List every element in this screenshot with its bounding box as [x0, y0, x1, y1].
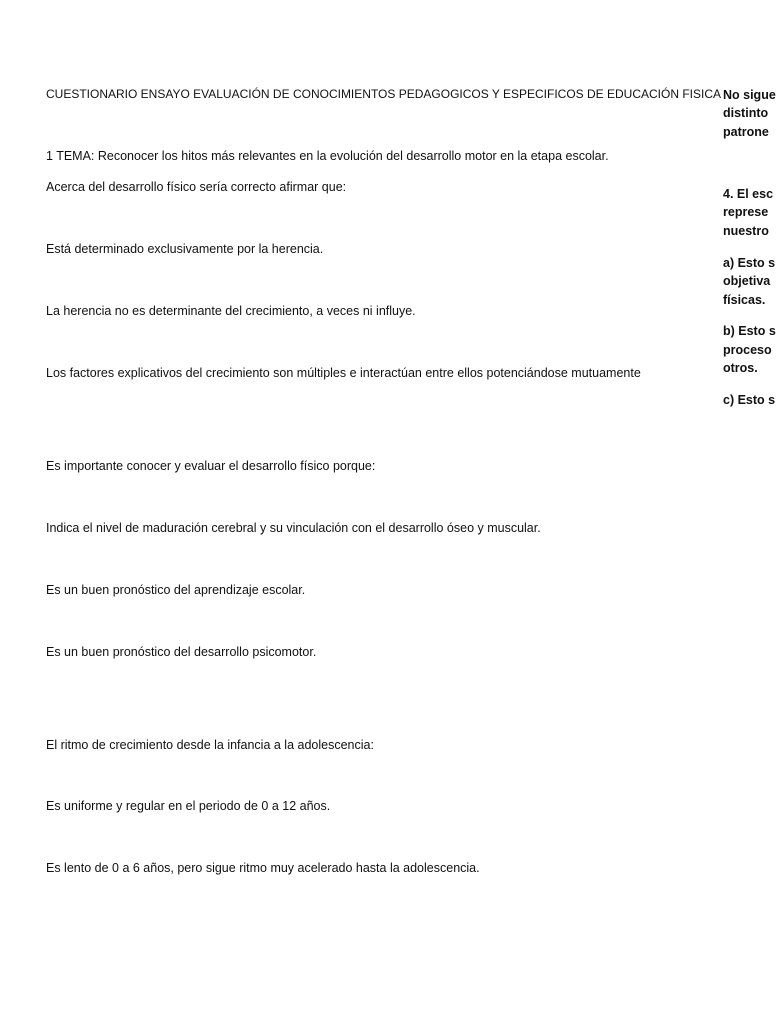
question-1: Acerca del desarrollo físico sería correcto afirmar que: — [46, 180, 347, 194]
right-column-line: distinto — [723, 106, 769, 120]
right-column-line: físicas. — [723, 293, 766, 307]
question-2: Es importante conocer y evaluar el desarrollo físico porque: — [46, 459, 376, 473]
right-column-option-b: b) Esto s — [723, 324, 776, 338]
right-column-option-c: c) Esto s — [723, 393, 776, 407]
document-title: CUESTIONARIO ENSAYO EVALUACIÓN DE CONOCIMIENTOS PEDAGOGICOS Y ESPECIFICOS DE EDUCACIÓN FISICA — [46, 87, 722, 101]
question-2-option-2: Es un buen pronóstico del aprendizaje escolar. — [46, 583, 306, 597]
question-3-option-1: Es uniforme y regular en el periodo de 0 a 12 años. — [46, 799, 331, 813]
right-column-line: represe — [723, 205, 769, 219]
right-column-line: objetiva — [723, 274, 771, 288]
question-3-option-2: Es lento de 0 a 6 años, pero sigue ritmo muy acelerado hasta la adolescencia. — [46, 861, 480, 875]
topic-heading: 1 TEMA: Reconocer los hitos más relevantes en la evolución del desarrollo motor en la etapa escolar. — [46, 149, 609, 163]
question-1-option-1: Está determinado exclusivamente por la herencia. — [46, 242, 324, 256]
right-column-line: nuestro — [723, 224, 769, 238]
right-column-line: No sigue — [723, 88, 776, 102]
right-column-question-4: 4. El esc — [723, 187, 774, 201]
question-3: El ritmo de crecimiento desde la infancia a la adolescencia: — [46, 738, 374, 752]
question-1-option-2: La herencia no es determinante del crecimiento, a veces ni influye. — [46, 304, 416, 318]
right-column-option-a: a) Esto s — [723, 256, 776, 270]
question-2-option-1: Indica el nivel de maduración cerebral y su vinculación con el desarrollo óseo y muscular. — [46, 521, 541, 535]
right-column-line: proceso — [723, 343, 772, 357]
question-1-option-3: Los factores explicativos del crecimiento son múltiples e interactúan entre ellos potenciándose mutuamente — [46, 366, 641, 380]
question-2-option-3: Es un buen pronóstico del desarrollo psicomotor. — [46, 645, 317, 659]
right-column-line: patrone — [723, 125, 769, 139]
right-column-line: otros. — [723, 361, 758, 375]
